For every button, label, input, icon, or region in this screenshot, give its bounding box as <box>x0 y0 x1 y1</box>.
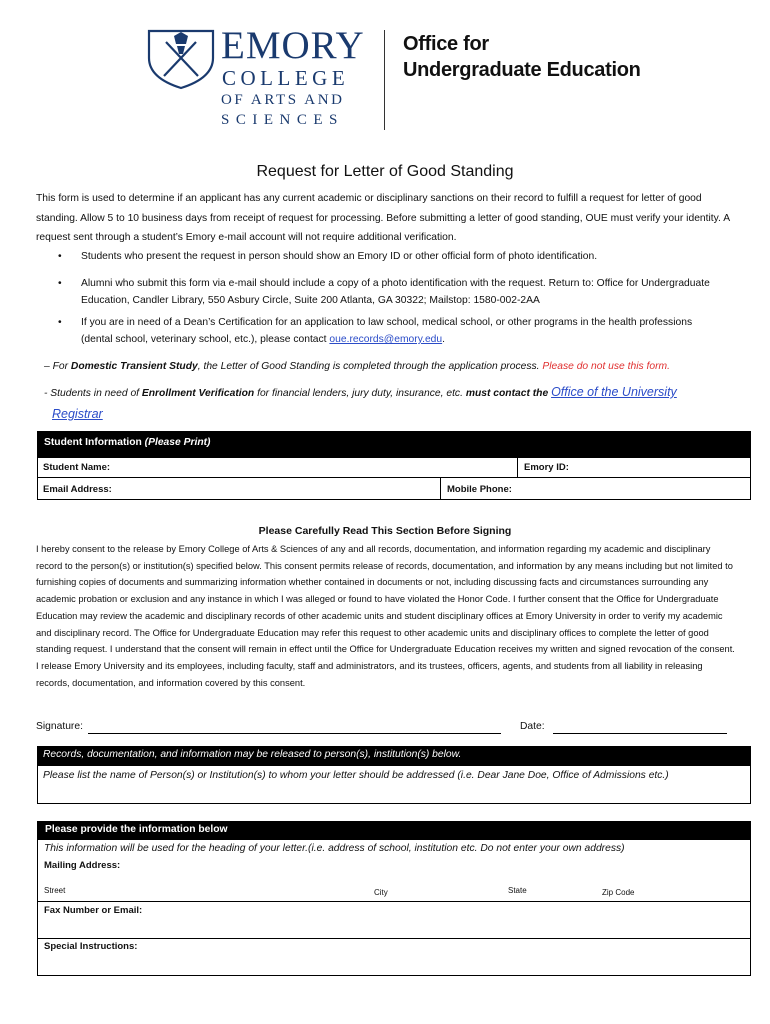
street-label: Street <box>44 886 66 895</box>
note-text: - Students in need of <box>44 388 142 399</box>
date-line[interactable] <box>553 733 727 734</box>
logo-arts: OF ARTS AND <box>221 92 345 108</box>
release-heading: Records, documentation, and information may be released to person(s), institution(s) below. <box>43 749 462 760</box>
cell-divider <box>517 457 518 478</box>
city-label: City <box>374 888 388 897</box>
logo-college: COLLEGE <box>222 66 350 90</box>
fax-email-label: Fax Number or Email: <box>44 905 143 916</box>
list-item-end: . <box>442 334 445 345</box>
note-warning: Please do not use this form. <box>542 361 670 372</box>
student-name-label: Student Name: <box>43 462 111 473</box>
special-instructions-label: Special Instructions: <box>44 941 138 952</box>
note-text: , the Letter of Good Standing is completed through the application process. <box>197 361 543 372</box>
student-info-note: (Please Print) <box>144 437 211 448</box>
instruction-list <box>36 248 726 353</box>
student-info-row-2 <box>37 477 751 500</box>
signature-line[interactable] <box>88 733 501 734</box>
fax-email-box[interactable] <box>37 901 751 939</box>
recipient-box[interactable] <box>37 765 751 804</box>
provide-header <box>37 821 751 839</box>
student-info-row-1 <box>37 457 751 478</box>
note-bold: Enrollment Verification <box>141 388 255 399</box>
provide-instruction: This information will be used for the heading of your letter.(i.e. address of school, institution etc. Do not enter your own address) <box>44 843 625 854</box>
mailing-address-label: Mailing Address: <box>44 860 121 871</box>
consent-heading: Please Carefully Read This Section Before Signing <box>258 525 512 537</box>
office-line-1: Office for <box>403 33 489 55</box>
registrar-link-line2: Registrar <box>52 407 103 421</box>
office-name <box>403 31 641 83</box>
note-bold: must contact the <box>465 388 552 399</box>
email-address-label: Email Address: <box>43 484 112 495</box>
date-label: Date: <box>520 721 545 732</box>
header-divider <box>384 30 385 130</box>
oue-email-link[interactable]: oue.records@emory.edu <box>329 334 443 345</box>
mailing-address-box[interactable] <box>37 839 751 902</box>
enrollment-verification-note <box>44 382 734 426</box>
note-text: – For <box>44 361 71 372</box>
transient-study-note <box>44 361 670 372</box>
note-bold: Domestic Transient Study <box>70 361 198 372</box>
consent-text: I hereby consent to the release by Emory College of Arts & Sciences of any and all records, documentation, and information regarding my academic and disciplinary record to the person(s) or institution(s) specified below. This consent permits release of records, documentation, and information by any means including but not limited to furnishing copies of documents and summarizing information whether contained in documents or not, including discussing facts and circumstances surrounding any academic probation or exclusion and any instance in which I was alleged or found to have violated the Honor Code. I further consent that the Office for Undergraduate Education may review the academic and disciplinary records of other academic units and student disciplinary offices at Emory University in order to verify my academic and disciplinary record. The Office for Undergraduate Education may refer this request to other academic units and disciplinary offices to complete the letter of good standing request. I understand that the consent will remain in effect until the Office for Undergraduate Education receives my written and signed revocation of the consent. I release Emory University and its employees, including faculty, staff and administrators, and its trustees, officers, agents, and students from all liability in releasing records, documentation, and information covered by this consent. <box>36 544 735 688</box>
mobile-phone-label: Mobile Phone: <box>447 484 512 495</box>
logo-emory: EMORY <box>221 24 365 67</box>
logo-sciences: SCIENCES <box>221 112 344 128</box>
emory-id-label: Emory ID: <box>524 462 569 473</box>
intro-paragraph: This form is used to determine if an applicant has any current academic or disciplinary sanctions on their record to fulfill a request for letter of good standing. Allow 5 to 10 business days from receipt of request for processing. Before submitting a letter of good standing, OUE must verify your identity. A request sent through a student’s Emory e-mail account will not require additional verification. <box>36 193 730 243</box>
office-line-2: Undergraduate Education <box>403 59 641 81</box>
recipient-instruction: Please list the name of Person(s) or Institution(s) to whom your letter should be addressed (i.e. Dear Jane Doe, Office of Admissions etc.) <box>43 770 669 781</box>
zip-code-label: Zip Code <box>602 888 635 897</box>
list-item: • Students who present the request in person should show an Emory ID or other official form of photo identification. <box>36 248 726 265</box>
list-item-text: If you are in need of a Dean’s Certification for an application to law school, medical school, or other programs in the health professions (dental school, veterinary school, etc.), please contact <box>81 317 693 345</box>
signature-label: Signature: <box>36 721 83 732</box>
release-header <box>37 746 751 765</box>
cell-divider <box>440 477 441 500</box>
page-title: Request for Letter of Good Standing <box>256 163 514 180</box>
provide-heading: Please provide the information below <box>45 824 228 835</box>
state-label: State <box>508 886 527 895</box>
list-item <box>36 314 726 348</box>
shield-icon <box>146 28 216 90</box>
student-info-title: Student Information <box>44 437 145 448</box>
registrar-link-line1: Office of the University <box>551 385 677 399</box>
list-item: • Alumni who submit this form via e-mail should include a copy of a photo identification with the request. Return to: Office for Undergraduate Education, Candler Library, 550 Asbury Circle, Suite 200 Atlanta, GA 30322; Mailstop: 1580-002-2AA <box>36 275 726 309</box>
special-instructions-box[interactable] <box>37 938 751 976</box>
note-text: for financial lenders, jury duty, insurance, etc. <box>254 388 466 399</box>
student-info-header <box>37 431 751 457</box>
